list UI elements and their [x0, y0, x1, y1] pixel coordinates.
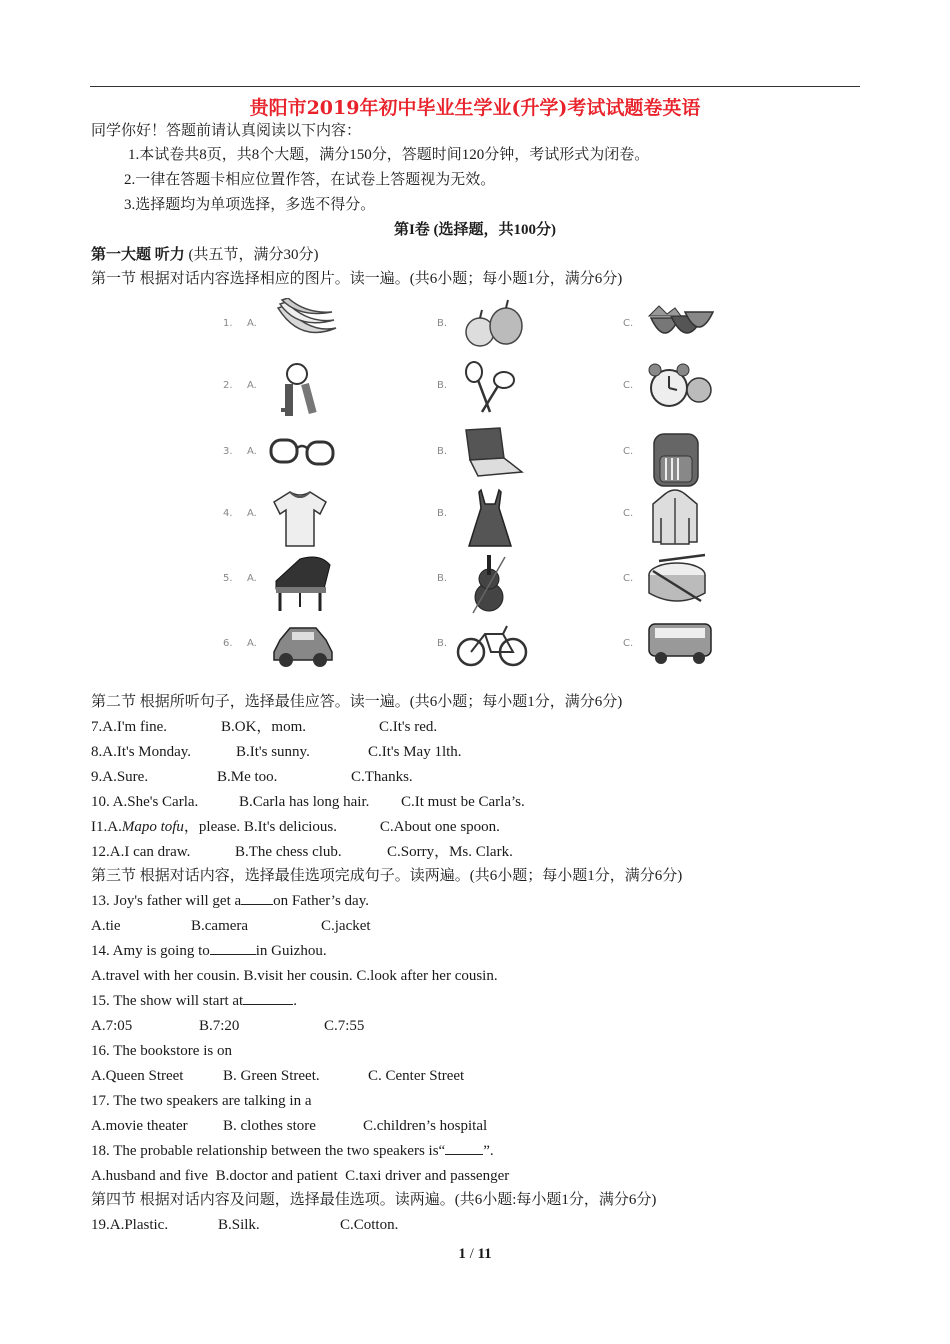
question-16-stem: 16. The bookstore is on: [91, 1043, 232, 1059]
section-2-instructions: 第二节 根据所听句子，选择最佳应答。读一遍。(共6小题；每小题1分，满分6分): [91, 694, 623, 710]
q10-option-a: 10. A.She's Carla.: [91, 794, 199, 810]
listening-score: (共五节，满分30分): [184, 247, 319, 263]
header-rule: [90, 86, 860, 87]
q14-option-a: A.travel with her cousin.: [91, 968, 240, 984]
answer-blank: [241, 892, 273, 905]
q8-option-a: 8.A.It's Monday.: [91, 744, 192, 760]
backpack-icon: [650, 426, 702, 488]
q19-option-a: 19.A.Plastic.: [91, 1217, 169, 1233]
picture-row-4: [215, 488, 735, 550]
option-b-label: B.: [437, 508, 448, 519]
option-a-label: A.: [247, 446, 257, 457]
tshirt-icon: [270, 488, 330, 548]
row-number: 5.: [223, 573, 233, 584]
row-number: 6.: [223, 638, 233, 649]
question-18-options: [91, 1166, 509, 1186]
option-c-label: C.: [623, 638, 634, 649]
q9-option-b: B.Me too.: [217, 769, 278, 785]
dress-icon: [465, 488, 515, 550]
option-b-label: B.: [437, 638, 448, 649]
q7-option-b: B.OK，mom.: [221, 719, 307, 735]
q12-option-c: C.Sorry，Ms. Clark.: [387, 844, 513, 860]
option-c-label: C.: [623, 446, 634, 457]
row-number: 1.: [223, 318, 233, 329]
q12-option-b: B.The chess club.: [235, 844, 342, 860]
jacket-icon: [645, 488, 705, 548]
q7-option-a: 7.A.I'm fine.: [91, 719, 168, 735]
q8-option-b: B.It's sunny.: [236, 744, 310, 760]
current-page: 1: [458, 1246, 466, 1262]
listening-title: 第一大题 听力: [91, 247, 185, 263]
q7-option-c: C.It's red.: [379, 719, 438, 735]
question-14-stem: [91, 941, 327, 961]
q17-option-c: C.children’s hospital: [363, 1118, 488, 1134]
violin-icon: [465, 553, 515, 615]
question-15-stem: [91, 991, 297, 1011]
q11-dish-name: Mapo tofu: [121, 819, 184, 835]
total-pages: 11: [477, 1246, 492, 1262]
q17-option-b: B. clothes store: [223, 1118, 316, 1134]
row-number: 2.: [223, 380, 233, 391]
q17-option-a: A.movie theater: [91, 1118, 188, 1134]
q13-stem-start: 13. Joy's father will get a: [91, 893, 242, 909]
picture-row-6: [215, 618, 735, 680]
q10-option-b: B.Carla has long hair.: [239, 794, 370, 810]
question-14-options: [91, 966, 498, 986]
q16-option-b: B. Green Street.: [223, 1068, 320, 1084]
option-a-label: A.: [247, 573, 257, 584]
q14-option-b: B.visit her cousin.: [243, 968, 353, 984]
intro-rule-1: 1.本试卷共8页，共8个大题，满分150分，答题时间120分钟，考试形式为闭卷。: [128, 147, 650, 163]
bus-icon: [645, 618, 715, 666]
question-15-options: [91, 1016, 364, 1036]
car-icon: [270, 618, 336, 670]
scissors-icon: [460, 360, 520, 416]
option-b-label: B.: [437, 573, 448, 584]
page-separator: /: [469, 1246, 474, 1262]
q15-option-c: C.7:55: [324, 1018, 365, 1034]
question-7: [91, 717, 437, 737]
question-18-stem: [91, 1141, 494, 1161]
pears-icon: [460, 298, 530, 348]
answer-blank: [243, 992, 293, 1005]
section-1-instructions: 第一节 根据对话内容选择相应的图片。读一遍。(共6小题；每小题1分，满分6分): [91, 271, 623, 287]
piano-icon: [270, 553, 336, 615]
option-a-label: A.: [247, 380, 257, 391]
page-number: [0, 1246, 950, 1263]
q15-stem-start: 15. The show will start at: [91, 993, 244, 1009]
option-c-label: C.: [623, 318, 634, 329]
q18-option-a: A.husband and five: [91, 1168, 209, 1184]
q18-option-b: B.doctor and patient: [215, 1168, 338, 1184]
q10-option-c: C.It must be Carla’s.: [401, 794, 525, 810]
q9-option-a: 9.A.Sure.: [91, 769, 149, 785]
option-b-label: B.: [437, 318, 448, 329]
picture-row-5: [215, 553, 735, 615]
option-a-label: A.: [247, 318, 257, 329]
option-c-label: C.: [623, 508, 634, 519]
q11-option-b: B.It's delicious.: [243, 819, 338, 835]
option-b-label: B.: [437, 446, 448, 457]
question-9: [91, 767, 413, 787]
laptop-icon: [460, 426, 524, 480]
picture-row-3: [215, 426, 735, 488]
q8-option-c: C.It's May 1lth.: [368, 744, 462, 760]
q14-stem-start: 14. Amy is going to: [91, 943, 210, 959]
q14-stem-end: in Guizhou.: [255, 943, 327, 959]
q9-option-c: C.Thanks.: [351, 769, 413, 785]
q18-stem-start: 18. The probable relationship between the two speakers is“: [91, 1143, 446, 1159]
option-a-label: A.: [247, 508, 257, 519]
question-13-options: [91, 916, 371, 936]
question-10: [91, 792, 525, 812]
question-16-options: [91, 1066, 464, 1086]
question-19: [91, 1215, 398, 1235]
option-c-label: C.: [623, 380, 634, 391]
q16-option-c: C. Center Street: [368, 1068, 465, 1084]
q14-option-c: C.look after her cousin.: [356, 968, 498, 984]
q11-option-c: C.About one spoon.: [379, 819, 500, 835]
question-8: [91, 742, 462, 762]
q15-option-b: B.7:20: [199, 1018, 240, 1034]
q12-option-a: 12.A.I can draw.: [91, 844, 191, 860]
option-a-label: A.: [247, 638, 257, 649]
q11-prefix: I1.A.: [91, 819, 122, 835]
bananas-icon: [270, 298, 340, 348]
bicycle-icon: [455, 618, 529, 668]
q13-stem-end: on Father’s day.: [273, 893, 369, 909]
question-12: [91, 842, 513, 862]
question-11: [91, 817, 500, 837]
option-b-label: B.: [437, 380, 448, 391]
row-number: 4.: [223, 508, 233, 519]
keys-icon: [275, 360, 325, 422]
drum-icon: [645, 553, 711, 609]
glasses-icon: [265, 426, 339, 476]
picture-row-1: [215, 298, 735, 360]
question-17-options: [91, 1116, 487, 1136]
section-heading-listening: [91, 245, 319, 265]
row-number: 3.: [223, 446, 233, 457]
q15-option-a: A.7:05: [91, 1018, 133, 1034]
q19-option-c: C.Cotton.: [340, 1217, 399, 1233]
q13-option-b: B.camera: [191, 918, 249, 934]
q11-option-a-rest: ，please.: [183, 819, 241, 835]
page-title: 贵阳市2019年初中毕业生学业(升学)考试试题卷英语: [249, 97, 701, 119]
section-4-instructions: 第四节 根据对话内容及问题，选择最佳选项。读两遍。(共6小题:每小题1分，满分6分): [91, 1192, 657, 1208]
strawberries-icon: [645, 298, 715, 348]
intro-rule-2: 2.一律在答题卡相应位置作答，在试卷上答题视为无效。: [124, 172, 496, 188]
answer-blank: [445, 1142, 483, 1155]
intro-greeting: 同学你好！答题前请认真阅读以下内容：: [91, 123, 362, 139]
part1-heading: 第I卷 (选择题，共100分): [393, 222, 557, 238]
q16-option-a: A.Queen Street: [91, 1068, 184, 1084]
section-3-instructions: 第三节 根据对话内容，选择最佳选项完成句子。读两遍。(共6小题；每小题1分，满分6分): [91, 868, 683, 884]
alarm-clock-icon: [645, 360, 715, 412]
question-13-stem: [91, 891, 369, 911]
option-c-label: C.: [623, 573, 634, 584]
q13-option-c: C.jacket: [321, 918, 371, 934]
question-17-stem: 17. The two speakers are talking in a: [91, 1093, 312, 1109]
q19-option-b: B.Silk.: [218, 1217, 260, 1233]
intro-rule-3: 3.选择题均为单项选择，多选不得分。: [124, 197, 376, 213]
picture-row-2: [215, 360, 735, 422]
q18-stem-end: ”.: [483, 1143, 494, 1159]
q13-option-a: A.tie: [91, 918, 121, 934]
q18-option-c: C.taxi driver and passenger: [345, 1168, 510, 1184]
q15-stem-end: .: [293, 993, 297, 1009]
answer-blank: [210, 942, 256, 955]
